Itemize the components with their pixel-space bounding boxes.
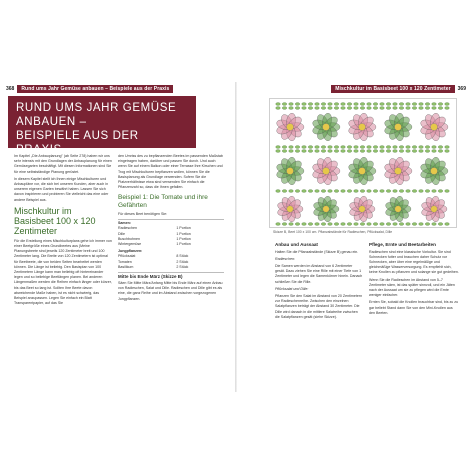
radish-seedling — [315, 107, 319, 110]
radish-seedling — [432, 103, 436, 106]
radish-seedling — [419, 223, 423, 226]
seeds-label: Für dieses Beet benötigen Sie: — [118, 212, 168, 217]
radish-seedling — [334, 223, 338, 226]
radish-seedling — [341, 190, 345, 193]
radish-seedling — [412, 103, 416, 106]
section-heading-line: Basisbeet 100 x 120 — [14, 215, 96, 226]
seeds-table — [118, 226, 224, 247]
seed-amount: 1 Portion — [176, 241, 191, 246]
plant-amount: 8 Stück — [176, 254, 189, 259]
radish-seedling — [354, 223, 358, 226]
right-column-1 — [275, 242, 363, 322]
radish-seedling — [406, 190, 410, 193]
plant-name: Basilikum — [118, 264, 134, 269]
radish-seedling — [360, 223, 364, 226]
body-paragraph: Ernten Sie, sobald die Knollen brauchbar sind, bis zu zu gar beliebt Stand dann Sie von den Mini-Knollen aus den Beeten. — [369, 300, 459, 315]
left-column-a — [14, 154, 112, 308]
dill-seedling — [412, 146, 416, 149]
radish-seedling — [276, 103, 280, 106]
body-paragraph: den Umriss des zu bepflanzenden Beetes im passenden Maßstab eingetragen haben, darüber und passen Sie durch. Und auch wenn Sie auf einem Balkon oder einer Terrasse Ihre Kirschen und Trog mit Mischkulturen bepflanzen wollen, können Sie die Basisplanung als Grundlage verwenden. Sofern Sie die Platzverhältnisse etwa sind verwenden Sie einfach die Pflanzenzahl so, dass die Ihnen gefallen. — [118, 154, 223, 190]
radish-seedling — [419, 190, 423, 193]
radish-seedling — [445, 223, 449, 226]
body-paragraph: Radieschen sind eine klassische Vorkultur. Sie sind Schnecken futter und brauchen daher Schutz vor Schnecken, aber über eine regelmäßige und gleichmäßige Wasserversorgung. Es empfiehlt sich, keine Knollen zu pflanzen und solange sie gut gedeihen. — [369, 249, 459, 275]
radish-seedling — [399, 223, 403, 226]
radish-seedling — [354, 107, 358, 110]
body-paragraph: Für die Erstellung eines Mischkulturplans gehe ich immer von einer Beetgröße eines Grundbeetes aus (Meine Planungsbeete sind jeweils 120 Zentimeter breit und 100 Zentimeter lang. Die Breite von 120 Zentimetern ist optimal für Beetbeete, die von beiden Seiten bearbeitet werden können. Die Länge ist beliebig. Den Basisplan von 100 Zentimetern Länge kann man beliebig oft hintereinander legen und so beliebige Beetlängen planen. Bei anderen Längenmaßen werden die Reihen einfach länger oder kürzer, bis das Beet so lang ist. Sollten Ihre Beete davon abweichende Maße haben, ist es nicht schwierig, das Beispiel anzupassen. Legen Sie einfach ein Blatt Transparentpapier, auf das Sie — [14, 238, 112, 306]
dill-seedling — [282, 146, 286, 149]
radish-seedling — [360, 107, 364, 110]
intro-paragraph: In diesem Kapitel stellt ich Ihnen einige Mischkulturen und Anbaupläne vor, die sich bei unseren Kunden, aber auch in unserem eigenen Garten bewährt haben. Lassen Sie sich davon inspirieren und probieren Sie vielleicht das eine oder andere Beispiel aus. — [14, 176, 109, 202]
table-row — [118, 242, 224, 247]
lettuce-top-center — [287, 124, 294, 131]
section-note: Mitte bis Ende März (Skizze B) — [118, 274, 183, 280]
radish-seedling — [367, 103, 371, 106]
right-running-head — [331, 85, 466, 93]
radish-seedling — [347, 190, 351, 193]
radish-seedling — [373, 103, 377, 106]
radish-seedling — [315, 223, 319, 226]
dill-seedling — [341, 150, 345, 153]
dill-seedling — [393, 150, 397, 153]
section-heading-line: Zentimeter — [14, 225, 58, 236]
radish-seedling — [406, 223, 410, 226]
radish-seedling — [328, 103, 332, 106]
dill-seedling — [354, 146, 358, 149]
radish-seedling — [302, 223, 306, 226]
radish-seedling — [321, 223, 325, 226]
dill-seedling — [308, 146, 312, 149]
radish-seedling — [302, 107, 306, 110]
dill-seedling — [406, 146, 410, 149]
right-page-number: 369 — [457, 86, 466, 92]
radish-seedling — [282, 223, 286, 226]
seeds-sub-label: Samen: — [118, 221, 131, 226]
body-paragraph: Halten Sie die Pflanzabstände (Skizze B) genau ein. — [275, 249, 359, 254]
radish-seedling — [354, 103, 358, 106]
dill-seedling — [367, 150, 371, 153]
radish-seedling — [347, 103, 351, 106]
dill-seedling — [328, 146, 332, 149]
radish-seedling — [282, 190, 286, 193]
radish-seedling — [380, 223, 384, 226]
left-page-number: 368 — [6, 86, 15, 92]
dill-seedling — [419, 150, 423, 153]
radish-seedling — [341, 103, 345, 106]
dill-seedling — [393, 146, 397, 149]
dill-seedling — [438, 150, 442, 153]
radish-seedling — [334, 190, 338, 193]
dill-seedling — [354, 150, 358, 153]
radish-seedling — [373, 107, 377, 110]
radish-seedling — [276, 107, 280, 110]
plant-amount: 2 Stück — [176, 264, 189, 269]
intro-paragraph: Im Kapitel „Die Anbauplanung" (ab Seite 278) haben wir uns sehr intensiv mit den Grundlagen der Anbauplanung für einen Gemüsegarten beschäftigt. Mit diesen Informationen sind Sie für eine selbstständige Planung gerüstet. — [14, 154, 112, 174]
dill-seedling — [289, 150, 293, 153]
lettuce-top-center — [431, 124, 438, 131]
dill-seedling — [334, 150, 338, 153]
dill-seedling — [315, 150, 319, 153]
dill-seedling — [276, 146, 280, 149]
radish-seedling — [360, 103, 364, 106]
radish-seedling — [328, 190, 332, 193]
dill-seedling — [373, 146, 377, 149]
bed-plan-drawing — [270, 99, 457, 228]
right-column-2 — [369, 242, 459, 318]
dill-seedling — [328, 150, 332, 153]
radish-seedling — [302, 103, 306, 106]
lettuce-top-center — [323, 124, 330, 131]
dill-seedling — [412, 150, 416, 153]
plan-caption: Skizze B, Beet 100 x 100 cm. Pflanzabstände für Radieschen, Pflücksalat, Dille — [273, 230, 393, 234]
divider — [118, 272, 224, 273]
chapter-title — [8, 96, 196, 156]
body-paragraph: Säen Sie Mitte März/Anfang Mitte bis Ende März auf einen Anbau von Radieschen, Salat und Dille. Radieschen und Dille gibt es als eine, die ganz Reihe und im Abstand zwischen vorgezogenen Jungpflanzen. — [118, 280, 223, 301]
dill-seedling — [386, 150, 390, 153]
radish-seedling — [425, 103, 429, 106]
table-row — [118, 265, 224, 270]
radish-seedling — [425, 107, 429, 110]
radish-seedling — [315, 190, 319, 193]
radish-seedling — [321, 103, 325, 106]
radish-seedling — [432, 190, 436, 193]
column-heading: Pflege, Ernte und Beetarbeiten — [369, 242, 436, 247]
radish-seedling — [438, 190, 442, 193]
dill-seedling — [282, 150, 286, 153]
dill-seedling — [425, 146, 429, 149]
radish-seedling — [289, 103, 293, 106]
left-running-head — [6, 85, 173, 93]
radish-seedling — [367, 190, 371, 193]
dill-seedling — [425, 150, 429, 153]
radish-seedling — [360, 190, 364, 193]
plant-name: Tomaten — [118, 259, 132, 264]
dill-seedling — [419, 146, 423, 149]
seed-amount: 1 Portion — [176, 226, 191, 231]
dill-seedling — [347, 146, 351, 149]
radish-seedling — [282, 107, 286, 110]
radish-seedling — [399, 190, 403, 193]
dill-seedling — [432, 146, 436, 149]
seed-amount: 1 Portion — [176, 231, 191, 236]
lettuce-bottom-center — [359, 206, 366, 213]
dill-seedling — [321, 150, 325, 153]
radish-seedling — [334, 107, 338, 110]
radish-seedling — [386, 223, 390, 226]
radish-seedling — [386, 103, 390, 106]
dill-seedling — [360, 146, 364, 149]
radish-seedling — [419, 107, 423, 110]
radish-seedling — [354, 190, 358, 193]
radish-seedling — [399, 103, 403, 106]
radish-seedling — [432, 223, 436, 226]
radish-seedling — [295, 103, 299, 106]
plants-table — [118, 254, 224, 270]
radish-seedling — [438, 107, 442, 110]
radish-seedling — [445, 107, 449, 110]
radish-seedling — [393, 107, 397, 110]
radish-seedling — [373, 223, 377, 226]
radish-seedling — [295, 223, 299, 226]
radish-seedling — [347, 107, 351, 110]
dill-seedling — [445, 146, 449, 149]
radish-seedling — [393, 103, 397, 106]
dill-seedling — [347, 150, 351, 153]
radish-seedling — [334, 103, 338, 106]
seed-name: Radieschen — [118, 226, 137, 231]
radish-seedling — [412, 107, 416, 110]
left-column-b — [118, 154, 224, 304]
dill-seedling — [438, 146, 442, 149]
dill-seedling — [432, 150, 436, 153]
book-spread — [6, 82, 466, 392]
radish-seedling — [321, 190, 325, 193]
subheading: Pflücksalat und Dille: — [275, 286, 309, 291]
lettuce-bottom-center — [395, 206, 402, 213]
radish-seedling — [367, 223, 371, 226]
radish-seedling — [393, 223, 397, 226]
lettuce-middle-center — [359, 168, 366, 175]
dill-seedling — [334, 146, 338, 149]
radish-seedling — [341, 223, 345, 226]
body-paragraph: Wenn Sie die Radieschen im Abstand von 5–7 Zentimeter säen, ist das später sinnvoll, und ein Jäten nach der Aussaat um sie zu pflegen wird die Ernte weniger einfacher. — [369, 277, 455, 298]
lettuce-middle-center — [395, 168, 402, 175]
lettuce-bottom-center — [323, 206, 330, 213]
seed-amount: 1 Portion — [176, 236, 191, 241]
radish-seedling — [406, 107, 410, 110]
dill-seedling — [302, 146, 306, 149]
dill-seedling — [386, 146, 390, 149]
dill-seedling — [399, 150, 403, 153]
radish-seedling — [328, 223, 332, 226]
divider — [118, 219, 224, 220]
dill-seedling — [373, 150, 377, 153]
radish-seedling — [438, 223, 442, 226]
radish-seedling — [328, 107, 332, 110]
dill-seedling — [380, 150, 384, 153]
radish-seedling — [373, 190, 377, 193]
radish-seedling — [412, 190, 416, 193]
radish-seedling — [321, 107, 325, 110]
radish-seedling — [399, 107, 403, 110]
radish-seedling — [295, 107, 299, 110]
plant-name: Pflücksalat — [118, 254, 136, 259]
radish-seedling — [302, 190, 306, 193]
radish-seedling — [308, 103, 312, 106]
lettuce-bottom-center — [287, 206, 294, 213]
radish-seedling — [380, 107, 384, 110]
radish-seedling — [445, 190, 449, 193]
dill-seedling — [406, 150, 410, 153]
radish-seedling — [308, 190, 312, 193]
dill-seedling — [445, 150, 449, 153]
dill-seedling — [295, 146, 299, 149]
seed-name: Buschbohnen — [118, 236, 140, 241]
dill-seedling — [399, 146, 403, 149]
chapter-title-line: ANBAUEN – — [16, 116, 87, 128]
radish-seedling — [276, 223, 280, 226]
radish-seedling — [282, 103, 286, 106]
dill-seedling — [276, 150, 280, 153]
radish-seedling — [438, 103, 442, 106]
dill-seedling — [341, 146, 345, 149]
body-paragraph: Pflanzen Sie den Salat im Abstand von 20 Zentimetern zur Radieschenreihe. Zwischen den einzelnen Salatpflanzen beträgt der Abstand 30 Zentimeter. Die Dille wird danach in die mittlere Salatreihe zwischen die Salatpflanzen gesät (siehe Skizze). — [275, 293, 363, 319]
radish-seedling — [425, 190, 429, 193]
radish-seedling — [425, 223, 429, 226]
dill-seedling — [321, 146, 325, 149]
dill-seedling — [295, 150, 299, 153]
radish-seedling — [289, 107, 293, 110]
dill-seedling — [308, 150, 312, 153]
subheading: Radieschen: — [275, 256, 295, 261]
dill-seedling — [315, 146, 319, 149]
lettuce-top-center — [395, 124, 402, 131]
lettuce-middle-center — [287, 168, 294, 175]
radish-seedling — [445, 103, 449, 106]
radish-seedling — [295, 190, 299, 193]
dill-seedling — [380, 146, 384, 149]
radish-seedling — [412, 223, 416, 226]
radish-seedling — [289, 223, 293, 226]
seed-name: Wintergemüse — [118, 241, 142, 246]
radish-seedling — [347, 223, 351, 226]
radish-seedling — [432, 107, 436, 110]
radish-seedling — [276, 190, 280, 193]
radish-seedling — [308, 107, 312, 110]
radish-seedling — [406, 103, 410, 106]
radish-seedling — [341, 107, 345, 110]
radish-seedling — [308, 223, 312, 226]
column-heading: Anbau und Aussaat — [275, 242, 318, 247]
example-heading: Beispiel 1: Die Tomate und ihre Gefährten — [118, 194, 208, 209]
bed-plan-illustration — [269, 98, 457, 228]
radish-seedling — [386, 190, 390, 193]
radish-seedling — [380, 190, 384, 193]
plant-amount: 2 Stück — [176, 259, 189, 264]
lettuce-middle-center — [323, 168, 330, 175]
lettuce-bottom-center — [431, 206, 438, 213]
section-heading — [14, 206, 112, 236]
seed-name: Dille — [118, 231, 125, 236]
dill-seedling — [289, 146, 293, 149]
lettuce-top-center — [359, 124, 366, 131]
chapter-title-line: RUND UMS JAHR GEMÜSE — [16, 102, 177, 114]
radish-seedling — [386, 107, 390, 110]
chapter-title-line: BEISPIELE AUS DER PRAXIS — [16, 130, 139, 156]
dill-seedling — [360, 150, 364, 153]
radish-seedling — [367, 107, 371, 110]
right-page — [237, 82, 466, 392]
right-running-head-text: Mischkultur im Basisbeet 100 x 120 Zentimeter — [331, 85, 454, 93]
radish-seedling — [393, 190, 397, 193]
left-page — [6, 82, 235, 392]
left-running-head-text: Rund ums Jahr Gemüse anbauen – Beispiele aus der Praxis — [17, 85, 173, 93]
dill-seedling — [302, 150, 306, 153]
section-heading-line: Mischkultur im — [14, 205, 72, 216]
radish-seedling — [380, 103, 384, 106]
plants-label: Jungpflanzen: — [118, 249, 143, 254]
lettuce-middle-center — [431, 168, 438, 175]
dill-seedling — [367, 146, 371, 149]
body-paragraph: Die Samen werden im Abstand von 6 Zentimeter gesät. Dazu ziehen Sie eine Rille mit einer Tiefe von 1 Zentimeter und legen die Samenkörner hinein. Danach schließen Sie die Rille. — [275, 263, 363, 284]
radish-seedling — [315, 103, 319, 106]
radish-seedling — [289, 190, 293, 193]
radish-seedling — [419, 103, 423, 106]
